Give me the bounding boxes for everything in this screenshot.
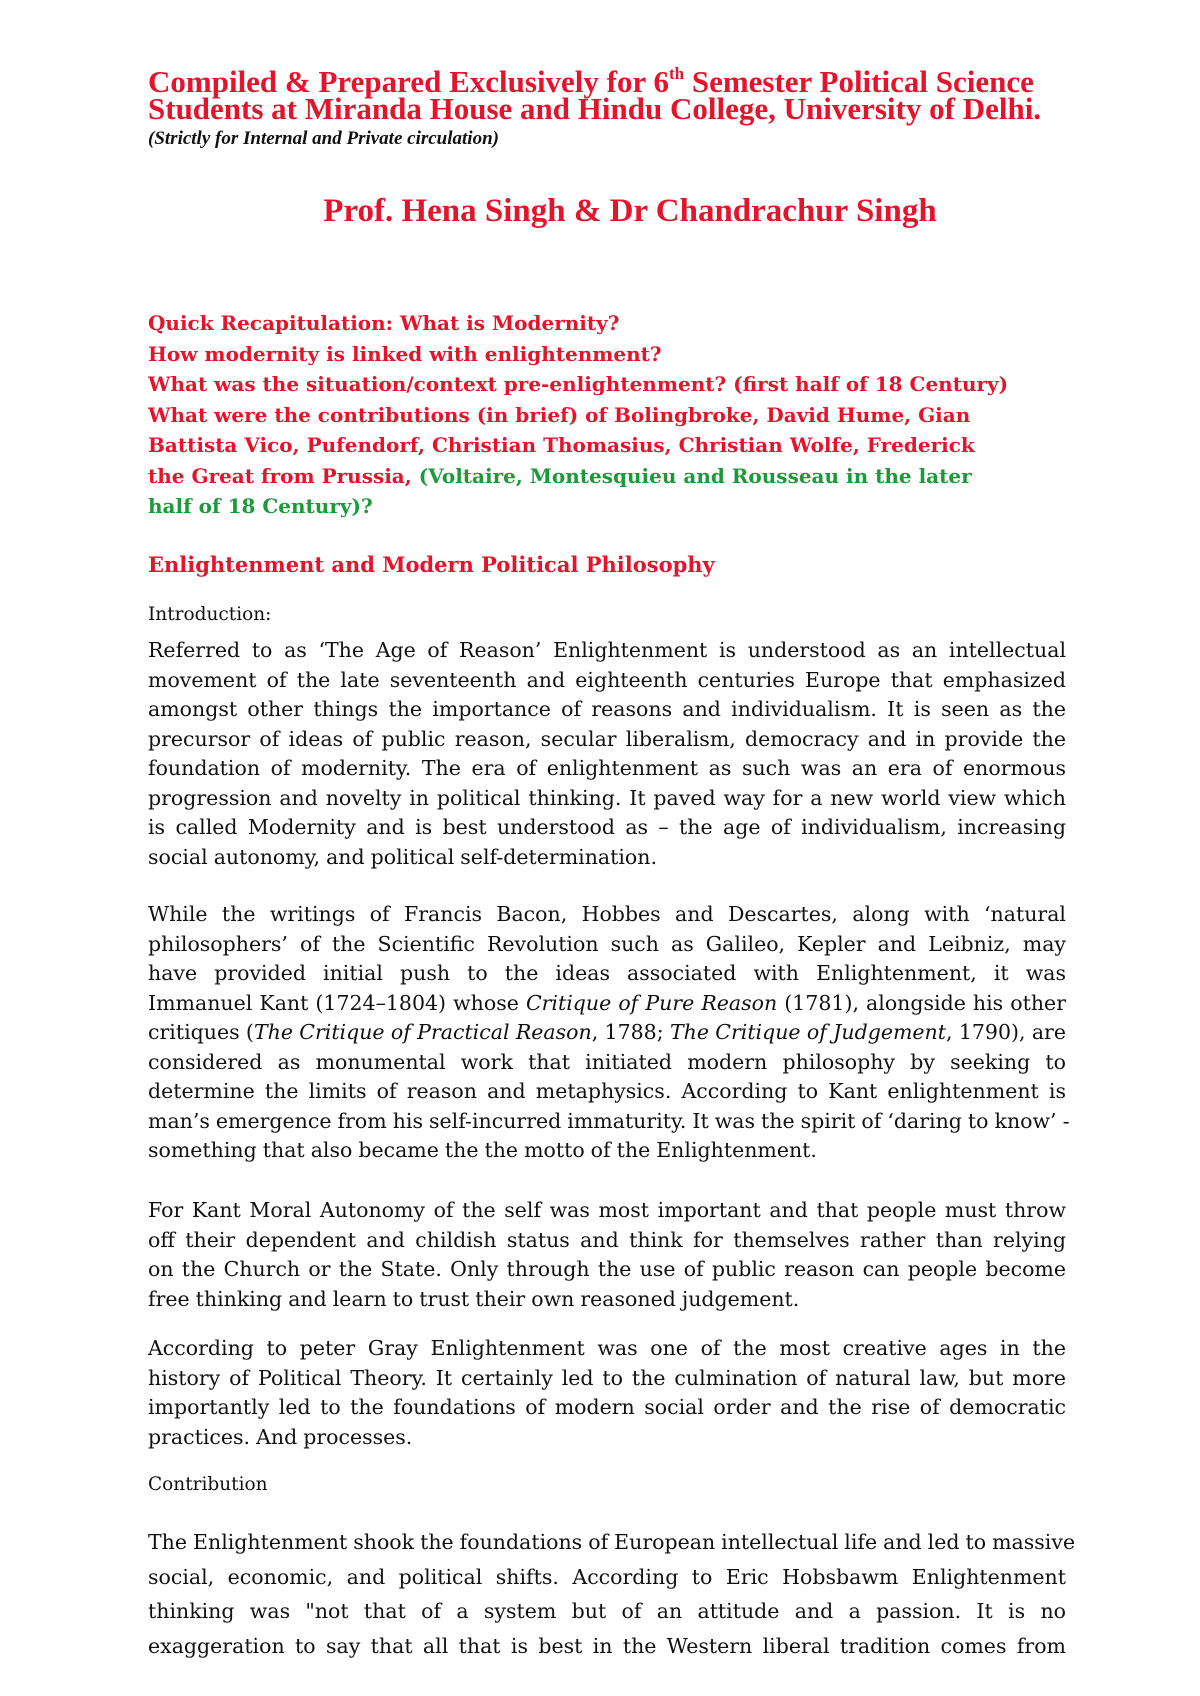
header-title-line2: Students at Miranda House and Hindu College, University of Delhi.	[148, 91, 1042, 126]
paragraph-4	[148, 1334, 1066, 1452]
para-line: philosophers’ of the Scientific Revolution such as Galileo, Kepler and Leibniz, may	[148, 931, 1066, 956]
paragraph-5	[148, 1525, 1076, 1663]
header-title-line1-pre: Compiled & Prepared Exclusively for 6	[148, 64, 669, 99]
para-line: For Kant Moral Autonomy of the self was most important and that people must throw	[148, 1198, 1066, 1222]
para-line	[148, 1018, 1066, 1048]
para-line: foundation of modernity. The era of enlightenment as such was an era of enormous	[148, 756, 1066, 780]
para-line: precursor of ideas of public reason, secular liberalism, democracy and in provide the	[148, 726, 1066, 751]
book-title: The Critique of Judgement	[669, 1020, 946, 1044]
text-run: (1781), alongside his other	[777, 990, 1066, 1015]
header-title	[148, 64, 1148, 126]
recap-line-mixed	[148, 461, 1098, 492]
recap-line: Quick Recapitulation: What is Modernity?	[148, 311, 620, 335]
recap-line6-green: (Voltaire, Montesquieu and Rousseau in the later	[418, 463, 972, 488]
para-line: practices. And processes.	[148, 1424, 413, 1449]
para-line: something that also became the the motto of the Enlightenment.	[148, 1138, 817, 1162]
para-line: amongst other things the importance of reasons and individualism. It is seen as the	[148, 697, 1066, 721]
book-title: The Critique of Practical Reason	[253, 1020, 592, 1044]
para-line: While the writings of Francis Bacon, Hobbes and Descartes, along with ‘natural	[148, 902, 1066, 926]
para-line: determine the limits of reason and metaphysics. According to Kant enlightenment is	[148, 1079, 1066, 1103]
paragraph-1	[148, 636, 1066, 872]
recap-questions	[148, 308, 1098, 522]
para-line: Referred to as ‘The Age of Reason’ Enlightenment is understood as an intellectual	[148, 638, 1066, 662]
recap-line-green: half of 18 Century)?	[148, 494, 373, 518]
book-title: Critique of Pure Reason	[525, 990, 778, 1015]
text-run: Immanuel Kant (1724–1804) whose	[148, 990, 526, 1015]
para-line: free thinking and learn to trust their own reasoned judgement.	[148, 1286, 800, 1311]
para-line: According to peter Gray Enlightenment was one of the most creative ages in the	[148, 1336, 1066, 1360]
para-line: man’s emergence from his self-incurred immaturity. It was the spirit of ‘daring to know’ -	[148, 1108, 1070, 1133]
para-line: is called Modernity and is best understood as – the age of individualism, increasing	[148, 815, 1066, 839]
para-line: importantly led to the foundations of modern social order and the rise of democratic	[148, 1395, 1066, 1419]
para-line	[148, 989, 1066, 1019]
authors: Prof. Hena Singh & Dr Chandrachur Singh	[323, 193, 937, 229]
contribution-heading: Contribution	[148, 1474, 268, 1495]
section-title: Enlightenment and Modern Political Philosophy	[148, 552, 715, 577]
para-line: have provided initial push to the ideas associated with Enlightenment, it was	[148, 961, 1066, 985]
para-line: social autonomy, and political self-determination.	[148, 844, 657, 869]
text-run: , 1790), are	[945, 1020, 1066, 1044]
recap-line: What was the situation/context pre-enlightenment? (first half of 18 Century)	[148, 372, 1009, 396]
para-line: history of Political Theory. It certainly led to the culmination of natural law, but more	[148, 1365, 1066, 1390]
header-title-superscript: th	[668, 64, 685, 83]
paragraph-3	[148, 1196, 1066, 1314]
text-run: critiques (	[148, 1020, 254, 1044]
para-line: social, economic, and political shifts. According to Eric Hobsbawm Enlightenment	[148, 1564, 1066, 1589]
para-line: on the Church or the State. Only through the use of public reason can people become	[148, 1257, 1066, 1281]
para-line: exaggeration to say that all that is best in the Western liberal tradition comes from	[148, 1633, 1066, 1658]
recap-line: Battista Vico, Pufendorf, Christian Thomasius, Christian Wolfe, Frederick	[148, 433, 975, 457]
para-line: considered as monumental work that initiated modern philosophy by seeking to	[148, 1049, 1066, 1074]
paragraph-2	[148, 900, 1070, 1166]
para-line: The Enlightenment shook the foundations of European intellectual life and led to massive	[148, 1530, 1076, 1554]
para-line: off their dependent and childish status and think for themselves rather than relying	[148, 1227, 1066, 1252]
recap-line: What were the contributions (in brief) of Bolingbroke, David Hume, Gian	[148, 402, 971, 427]
para-line: progression and novelty in political thinking. It paved way for a new world view which	[148, 785, 1066, 810]
circulation-note: (Strictly for Internal and Private circulation)	[148, 128, 499, 149]
text-run: , 1788;	[591, 1020, 670, 1044]
header-title-line1-post: Semester Political Science	[684, 64, 1034, 99]
recap-line: How modernity is linked with enlightenment?	[148, 341, 662, 366]
introduction-heading: Introduction:	[148, 604, 272, 625]
recap-line6-red: the Great from Prussia,	[148, 463, 419, 488]
para-line: thinking was "not that of a system but of an attitude and a passion. It is no	[148, 1599, 1066, 1623]
para-line: movement of the late seventeenth and eighteenth centuries Europe that emphasized	[148, 667, 1066, 692]
